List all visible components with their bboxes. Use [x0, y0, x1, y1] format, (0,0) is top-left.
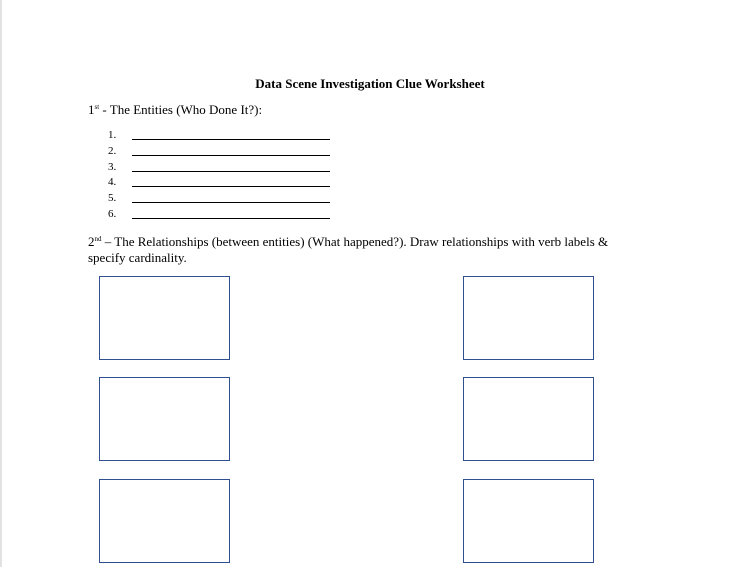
relationships-heading-number: 2 — [88, 234, 95, 249]
entity-blank-line[interactable] — [132, 160, 330, 172]
list-item-number: 2. — [108, 144, 117, 157]
list-item — [108, 191, 330, 207]
relationships-heading — [88, 231, 648, 266]
list-item-number: 3. — [108, 160, 117, 173]
list-item — [108, 207, 330, 223]
entity-blank-line[interactable] — [132, 191, 330, 203]
list-item — [108, 144, 330, 160]
entity-blank-line[interactable] — [132, 175, 330, 187]
entities-heading-ordinal: st — [94, 103, 100, 111]
list-item-number: 4. — [108, 176, 117, 189]
relationships-heading-text: – The Relationships (between entities) (What happened?). Draw relationships with verb labels & specify cardinality. — [88, 234, 609, 265]
list-item — [108, 175, 330, 191]
list-item-number: 5. — [108, 192, 117, 205]
entities-heading-number: 1 — [88, 102, 95, 117]
list-item-number: 1. — [108, 129, 117, 141]
entity-blank-line[interactable] — [132, 144, 330, 156]
entity-box-left-1[interactable] — [99, 276, 230, 360]
entity-box-left-3[interactable] — [99, 479, 230, 563]
entity-blank-line[interactable] — [132, 128, 330, 140]
entity-box-left-2[interactable] — [99, 377, 230, 461]
entity-box-right-3[interactable] — [463, 479, 594, 563]
worksheet-title: Data Scene Investigation Clue Worksheet — [255, 76, 485, 91]
entities-list — [108, 128, 330, 223]
entities-heading — [88, 102, 262, 118]
list-item-number: 6. — [108, 207, 117, 220]
entity-box-right-1[interactable] — [463, 276, 594, 360]
entity-box-right-2[interactable] — [463, 377, 594, 461]
list-item — [108, 160, 330, 176]
entities-heading-text: - The Entities (Who Done It?): — [99, 102, 263, 117]
relationships-heading-ordinal: nd — [94, 235, 102, 243]
entity-blank-line[interactable] — [132, 207, 330, 219]
list-item — [108, 128, 330, 144]
